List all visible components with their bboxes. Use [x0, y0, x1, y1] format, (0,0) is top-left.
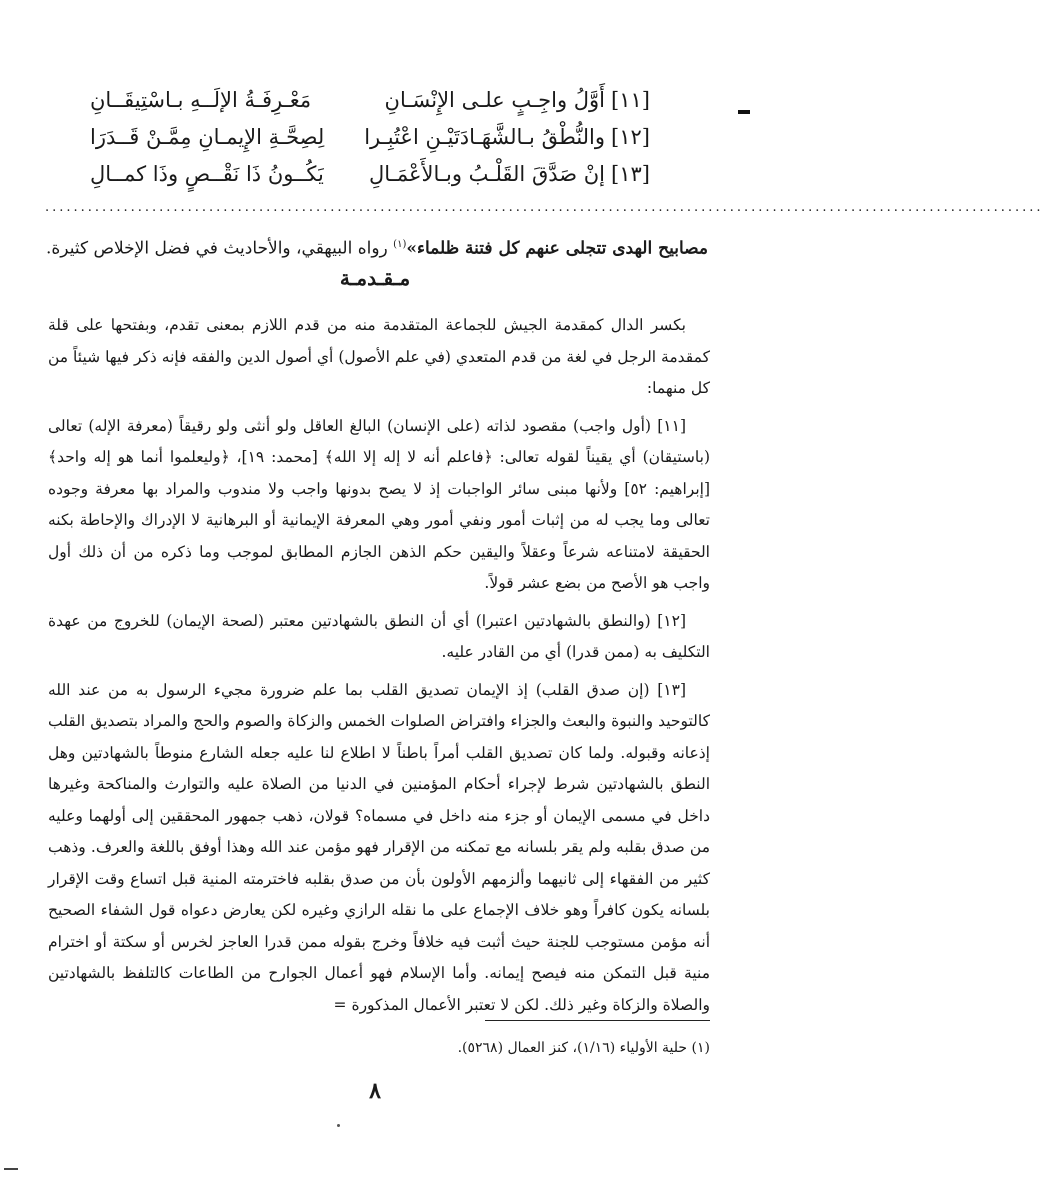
paragraph-13: [١٣] (إن صدق القلب) إذ الإيمان تصديق القلب بما علم ضرورة مجيء الرسول به من عند الله كالتوحيد والنبوة والبعث والجزاء وافتراض الصلوات الخمس والزكاة والصوم والحج والمراد بتصديق القلب إذعانه وقبوله. ولما كان تصديق القلب أمراً باطناً لا اطلاع لنا عليه جعله الشارع منوطاً بالشهادتين وهل النطق بالشهادتين شرط لإجراء أحكام المؤمنين في الدنيا من الصلاة عليه والتوارث والمناكحة وغيرها داخل في مسمى الإيمان أو جزء منه داخل في مسماه؟ قولان، ذهب جمهور المحققين إلى أولهما وعليه من صدق بقلبه ولم يقر بلسانه مع تمكنه من الإقرار فهو مؤمن عند الله وهذا أوفق باللغة والعرف. وذهب كثير من الفقهاء إلى ثانيهما وألزمهم الأولون بأن من صدق بقلبه فاخترمته المنية قبل اتساع وقت الإقرار بلسانه يكون كافراً وهو خلاف الإجماع على ما نقله الرازي وغيره لكن يعارض دعواه قول الشفاء الصحيح أنه مؤمن مستوجب للجنة حيث أثبت فيه خلافاً وخرج بقوله ممن قدرا العاجز لخرس أو سكتة أو اخترام منية قبل التمكن منه فيصح إيمانه. وأما الإسلام فهو أعمال الجوارح من الطاعات كالتلفظ بالشهادتين والصلاة والزكاة وغير ذلك. لكن لا تعتبر الأعمال المذكورة =: [48, 680, 710, 1014]
paragraph-intro: بكسر الدال كمقدمة الجيش للجماعة المتقدمة منه من قدم اللازم بمعنى تقدم، وبفتحها على قلة كمقدمة الرجل في لغة من قدم المتعدي (في علم الأصول) أي أصول الدين والفقه فإنه ذكر فيها شيئاً من كل منهما:: [48, 316, 710, 397]
verse-first-hemistich: [١٣]إنْ صَدَّقَ القَلْـبُ وبـالأَعْمَـالِ: [369, 162, 650, 186]
hadith-source: رواه البيهقي، والأحاديث في فضل الإخلاص كثيرة.: [46, 238, 394, 259]
verse-first-hemistich: [١١]أَوَّلُ واجِـبٍ علـى الإِنْسَـانِ: [384, 88, 650, 112]
paragraph-12: [١٢] (والنطق بالشهادتين اعتبرا) أي أن النطق بالشهادتين معتبر (لصحة الإيمان) للخروج من عهدة التكليف به (ممن قدرا) أي من القادر عليه.: [48, 611, 710, 661]
stray-dot: [337, 1124, 340, 1127]
hadith-line: [48, 232, 708, 262]
verse-number: [١٢]: [611, 125, 650, 149]
verse-11: [90, 88, 650, 125]
verse-12: [90, 125, 650, 162]
verse-number: [١١]: [611, 88, 650, 112]
page-number: ٨: [369, 1078, 381, 1104]
poem-block: [90, 88, 650, 199]
footnote-divider: [485, 1020, 710, 1021]
commentary-body: [48, 310, 710, 1027]
verse-second-hemistich: مَعْـرِفَـةُ الإلَــهِ بـاسْتِيقَــانِ: [90, 88, 312, 112]
footnote-reference: (١): [393, 239, 407, 250]
verse-number: [١٣]: [611, 162, 650, 186]
verse-13: [90, 162, 650, 199]
paragraph-11: [١١] (أول واجب) مقصود لذاته (على الإنسان) البالغ العاقل ولو أنثى ولو رقيقاً (معرفة الإله) تعالى (باستيقان) أي يقيناً لقوله تعالى: ﴿فاعلم أنه لا إله إلا الله﴾ [محمد: ١٩]، ﴿وليعلموا أنما هو إله واحد﴾ [إبراهيم: ٥٢] ولأنها مبنى سائر الواجبات إذ لا يصح بدونها واجب ولا مندوب والمراد بها معرفة وجوده تعالى وما يجب له من إثبات أمور ونفي أمور وهي المعرفة الإيمانية أو البرهانية لا الإدراك والإحاطة بكنه الحقيقة لامتناعه شرعاً وعقلاً واليقين حكم الذهن الجازم المطابق لموجب وما ذكره من أن ذلك أول واجب هو الأصح من بضع عشر قولاً.: [48, 416, 711, 592]
edge-mark: [738, 110, 750, 114]
dotted-separator: ............................................................................................................................................: [45, 200, 1044, 215]
footnote: (١) حلية الأولياء (١/١٦)، كنز العمال (٥٢٦٨).: [457, 1040, 710, 1056]
corner-mark: [4, 1168, 18, 1170]
hadith-quote: مصابيح الهدى تتجلى عنهم كل فتنة ظلماء»: [406, 238, 708, 259]
verse-first-hemistich: [١٢]والنُّطْقُ بـالشَّهَـادَتَيْـنِ اعْتُبِـرا: [364, 125, 650, 149]
section-heading: مـقـدمـة: [339, 266, 411, 290]
verse-second-hemistich: يَكُــونُ ذَا نَقْــصٍ وذَا كمــالِ: [90, 162, 324, 186]
verse-second-hemistich: لِصِحَّـةِ الإِيمـانِ مِمَّـنْ قَــدَرَا: [90, 125, 325, 149]
